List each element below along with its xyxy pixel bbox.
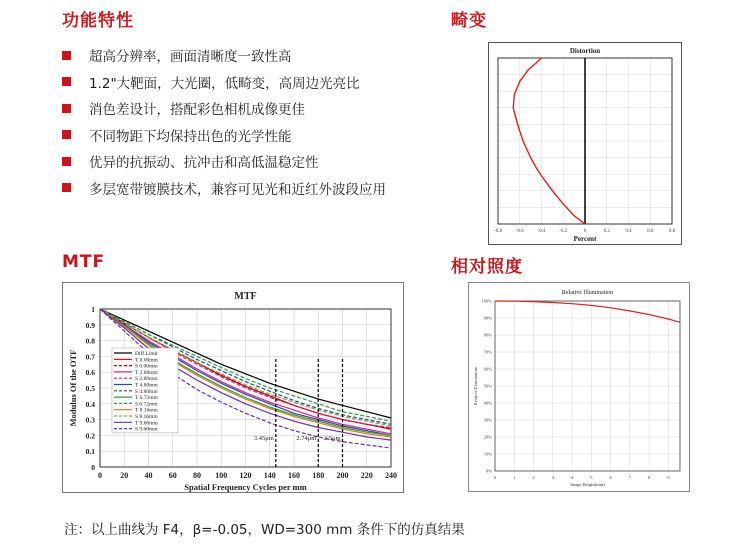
x-tick-label: 240 (385, 471, 397, 480)
y-tick-label: 0.5 (85, 384, 95, 393)
y-tick-label: 80% (483, 332, 492, 338)
y-tick-label: 30% (483, 417, 492, 423)
feature-item (62, 175, 386, 202)
y-tick-label: 0.9 (85, 320, 95, 330)
x-tick-label: 80 (193, 471, 201, 480)
illumination-title: 相对照度 (451, 257, 523, 277)
bullet-square-icon (62, 183, 71, 192)
y-tick-label: 0.4 (85, 399, 95, 409)
feature-item (62, 148, 386, 175)
legend-label: S 0.00mm (135, 363, 158, 370)
y-tick-label: 0.2 (85, 431, 95, 441)
pixel-size-label: 3.45μm (253, 435, 274, 442)
distortion-title: 畸变 (451, 11, 487, 31)
x-axis-label: Image Height(mm) (570, 482, 605, 487)
x-tick-label: 40 (144, 471, 153, 480)
x-tick-label: 0.8 (668, 229, 676, 234)
x-tick-label: -0.6 (515, 229, 524, 234)
y-tick-label: 50% (483, 383, 492, 389)
x-tick-label: 120 (239, 471, 252, 480)
bullet-square-icon (62, 104, 71, 113)
y-tick-label: 0.3 (85, 415, 95, 425)
x-tick-label: -0.4 (537, 229, 546, 234)
mtf-panel (62, 282, 404, 493)
feature-text: 超高分辨率，画面清晰度一致性高 (89, 49, 292, 66)
legend-label: S 2.88mm (135, 376, 158, 383)
x-tick-label: 5 (590, 475, 593, 480)
y-tick-label: 0.6 (85, 368, 95, 378)
y-tick-label: 20% (483, 434, 492, 440)
bullet-square-icon (62, 51, 71, 60)
legend-label: T 8.16mm (135, 407, 158, 414)
feature-item (62, 42, 386, 69)
x-tick-label: 160 (288, 471, 300, 480)
legend-label: S 6.72mm (135, 401, 158, 408)
x-tick-label: 20 (120, 471, 129, 480)
feature-list (62, 42, 386, 201)
chart-title: Distortion (569, 47, 601, 55)
y-tick-label: 10% (483, 451, 492, 457)
x-tick-label: 200 (336, 471, 349, 480)
bullet-square-icon (62, 130, 71, 139)
x-tick-label: 2 (532, 475, 535, 480)
y-tick-label: 0% (486, 468, 492, 474)
y-tick-label: 70% (483, 349, 492, 355)
x-tick-label: -0.8 (494, 229, 502, 234)
x-tick-label: 0.2 (603, 229, 610, 234)
y-tick-label: 0.7 (85, 352, 95, 362)
pixel-size-label: 2.5μm (323, 435, 341, 442)
x-tick-label: 180 (312, 471, 325, 480)
x-tick-label: 6 (609, 475, 612, 480)
x-tick-label: 0 (583, 229, 587, 234)
legend-label: S 4.80mm (135, 388, 158, 395)
y-tick-label: 60% (483, 366, 492, 372)
legend-label: S 8.16mm (135, 414, 158, 420)
x-tick-label: 0.6 (647, 229, 654, 234)
distortion-chart (488, 42, 682, 245)
chart-title: MTF (234, 291, 257, 302)
legend-label: S 9.60mm (135, 426, 158, 433)
mtf-title: MTF (62, 252, 106, 272)
x-axis-label: Percent (573, 235, 597, 243)
x-tick-label: 140 (263, 471, 276, 480)
x-tick-label: 100 (215, 471, 228, 480)
feature-text: 消色差设计，搭配彩色相机成像更佳 (89, 102, 305, 119)
legend-label: T 9.60mm (135, 420, 158, 427)
y-tick-label: 0 (91, 463, 95, 472)
bullet-square-icon (62, 77, 71, 86)
x-tick-label: 3 (551, 475, 554, 480)
illumination-panel (468, 282, 690, 492)
legend-label: T 0.00mm (135, 357, 158, 364)
mtf-chart (62, 282, 404, 493)
feature-item (62, 95, 386, 122)
x-tick-label: 1 (513, 475, 516, 480)
y-axis-label: Modulus Of the OTF (68, 349, 78, 427)
y-tick-label: 0.1 (85, 447, 95, 457)
distortion-panel (488, 42, 682, 245)
legend-label: T 2.88mm (135, 369, 158, 376)
feature-text: 1.2"大靶面，大光圈，低畸变，高周边光亮比 (89, 75, 360, 92)
pixel-size-label: 2.74μm (296, 435, 317, 442)
feature-item (62, 69, 386, 96)
chart-frame (469, 283, 690, 492)
x-tick-label: 8 (648, 475, 651, 480)
features-title: 功能特性 (62, 11, 134, 31)
legend-label: T 6.72mm (135, 395, 158, 402)
x-tick-label: 9 (667, 475, 670, 480)
feature-text: 优异的抗振动、抗冲击和高低温稳定性 (89, 155, 319, 172)
relative-illumination-chart (468, 282, 690, 492)
x-tick-label: 4 (570, 475, 574, 480)
x-tick-label: 0 (493, 475, 497, 480)
y-tick-label: 0.8 (85, 336, 95, 346)
y-axis-label: Relative Illumination (473, 366, 478, 406)
y-tick-label: 90% (483, 315, 492, 321)
feature-text: 不同物距下均保持出色的光学性能 (89, 128, 292, 145)
y-tick-label: 1 (91, 305, 95, 314)
legend-label: T 4.80mm (135, 382, 158, 389)
x-tick-label: -0.2 (559, 229, 568, 234)
bullet-square-icon (62, 157, 71, 166)
footnote: 注：以上曲线为 F4，β=-0.05，WD=300 mm 条件下的仿真结果 (64, 522, 465, 538)
legend-label: Diff.Limit (135, 351, 158, 357)
x-tick-label: 0 (98, 471, 102, 480)
feature-text: 多层宽带镀膜技术，兼容可见光和近红外波段应用 (89, 181, 386, 198)
x-tick-label: 60 (168, 471, 177, 480)
x-axis-label: Spatial Frequency Cycles per mm (184, 482, 307, 492)
y-tick-label: 40% (483, 400, 492, 406)
x-tick-label: 7 (628, 475, 632, 480)
x-tick-label: 0.4 (625, 229, 632, 234)
feature-item (62, 122, 386, 149)
y-tick-label: 100% (481, 298, 492, 304)
x-tick-label: 220 (360, 471, 373, 480)
chart-title: Relative Illumination (561, 290, 614, 296)
